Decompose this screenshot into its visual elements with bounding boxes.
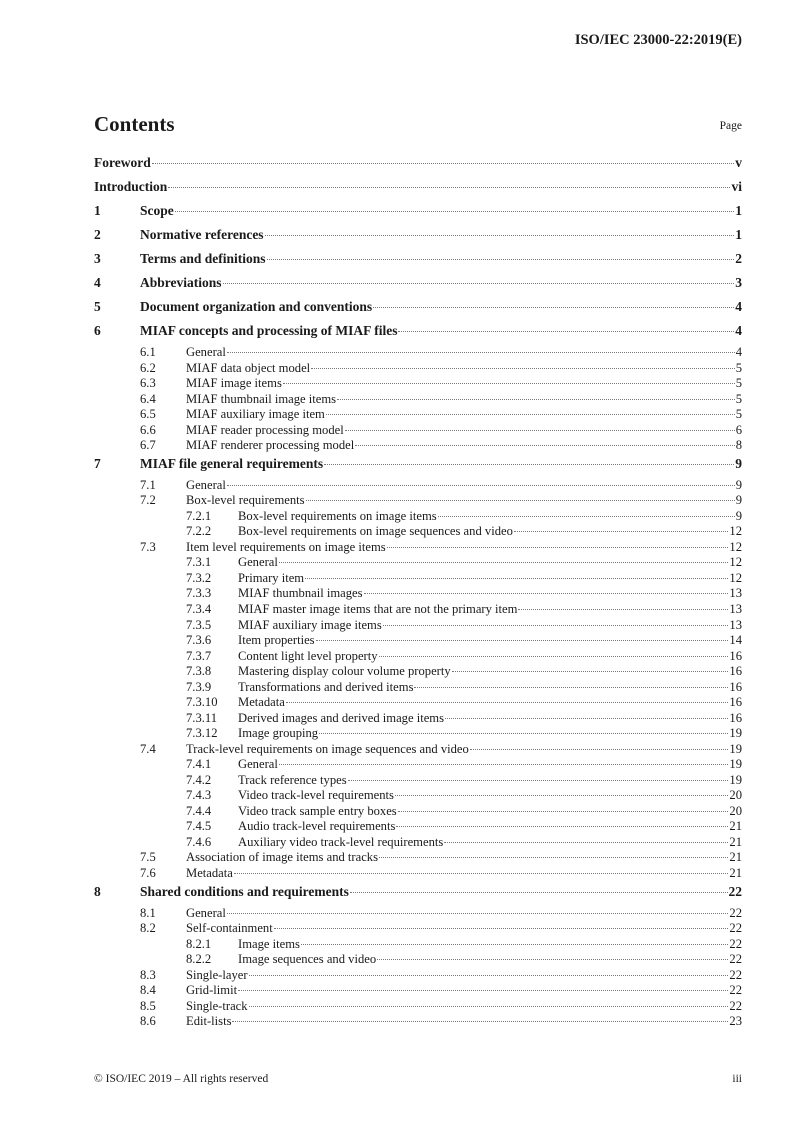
toc-entry[interactable] [94,177,742,201]
dot-leader [267,259,735,260]
toc-entry[interactable] [94,153,742,177]
dot-leader [234,873,729,874]
toc-entry-page: 22 [729,967,742,982]
toc-entry-page: 22 [729,921,742,936]
toc-entry-number: 7.3.4 [186,601,212,616]
toc-entry-number: 7.1 [140,477,156,492]
toc-entry[interactable] [94,664,742,680]
toc-entry[interactable] [94,321,742,345]
toc-entry[interactable] [94,850,742,866]
toc-entry-page: v [735,155,742,170]
toc-entry-number: 7.2.2 [186,524,212,539]
toc-entry-page: 5 [735,407,742,422]
dot-leader [398,331,734,332]
toc-entry-number: 7.6 [140,866,156,880]
toc-entry-title: Auxiliary video track-level requirements [238,834,444,849]
dot-leader [249,975,729,976]
toc-entry-page: 8 [735,438,742,453]
dot-leader [364,593,729,594]
toc-entry-page: 4 [735,299,742,314]
dot-leader [168,187,730,188]
toc-entry-title: Image sequences and video [238,952,377,967]
dot-leader [514,531,729,532]
toc-entry-title: Item properties [238,633,315,648]
dot-leader [306,500,735,501]
dot-leader [337,399,735,400]
toc-entry[interactable] [94,407,742,423]
toc-entry[interactable] [94,633,742,649]
dot-leader [377,959,728,960]
toc-entry-page: 22 [729,983,742,998]
toc-entry-number: 7.4.4 [186,803,212,818]
toc-entry-page: 21 [729,819,742,834]
dot-leader [286,702,729,703]
toc-entry-number: 8 [94,883,101,899]
toc-entry-title: MIAF file general requirements [140,455,324,471]
toc-entry-number: 7.3.9 [186,679,212,694]
dot-leader [379,857,728,858]
toc-entry-number: 7.3.8 [186,664,212,679]
toc-entry[interactable] [94,1014,742,1030]
toc-entry-page: vi [731,179,742,194]
toc-entry-page: 22 [728,883,742,899]
toc-entry-title: Self-containment [186,921,273,936]
toc-entry[interactable] [94,711,742,727]
toc-entry[interactable] [94,618,742,634]
toc-entry-number: 7.3.10 [186,695,218,710]
toc-entry-page: 9 [735,508,742,523]
toc-entry-page: 16 [729,648,742,663]
dot-leader [355,445,734,446]
dot-leader [305,578,728,579]
dot-leader [223,283,735,284]
toc-entry-title: General [186,905,226,920]
toc-entry-number: 2 [94,227,101,242]
toc-entry-page: 14 [729,633,742,648]
toc-entry-page: 12 [729,524,742,539]
dot-leader [283,383,735,384]
toc-entry-page: 22 [729,936,742,951]
toc-entry-page: 22 [729,905,742,920]
dot-leader [345,430,735,431]
toc-entry-number: 4 [94,275,101,290]
toc-entry-page: 21 [729,850,742,865]
toc-entry[interactable] [94,392,742,408]
toc-entry[interactable] [94,999,742,1015]
toc-entry-page: 5 [735,360,742,375]
toc-entry-title: Introduction [94,179,168,194]
toc-entry-title: Primary item [238,570,305,585]
toc-entry-title: Terms and definitions [140,251,266,266]
toc-entry-page: 20 [729,788,742,803]
toc-entry-page: 1 [735,227,742,242]
toc-entry[interactable] [94,273,742,297]
toc-entry[interactable] [94,524,742,540]
toc-entry[interactable] [94,726,742,742]
dot-leader [274,928,729,929]
toc-entry[interactable] [94,201,742,225]
toc-entry-number: 8.6 [140,1014,156,1029]
toc-entry-title: Box-level requirements [186,493,305,508]
toc-entry-page: 20 [729,803,742,818]
toc-entry-number: 7.4.3 [186,788,212,803]
toc-entry-number: 7.4.2 [186,772,212,787]
toc-entry[interactable] [94,540,742,556]
dot-leader [395,795,729,796]
toc-entry[interactable] [94,361,742,377]
toc-entry-title: Single-track [186,998,248,1013]
toc-entry-number: 1 [94,203,101,218]
dot-leader [324,464,734,465]
toc-entry-page: 16 [729,710,742,725]
toc-entry[interactable] [94,819,742,835]
toc-entry-page: 5 [735,376,742,391]
dot-leader [227,352,735,353]
toc-entry[interactable] [94,376,742,392]
toc-entry[interactable] [94,983,742,999]
dot-leader [452,671,729,672]
toc-entry-number: 6.6 [140,422,156,437]
toc-entry-number: 8.3 [140,967,156,982]
toc-entry-page: 22 [729,952,742,967]
toc-entry-title: Shared conditions and requirements [140,883,349,899]
toc-entry-number: 8.4 [140,983,156,998]
toc-entry-number: 6.1 [140,345,156,359]
toc-entry-number: 8.2.2 [186,952,212,967]
toc-entry-title: Foreword [94,155,151,170]
toc-entry-page: 1 [735,203,742,218]
toc-entry-page: 19 [729,726,742,741]
toc-entry-title: Box-level requirements on image items [238,508,437,523]
toc-entry-page: 2 [735,251,742,266]
dot-leader [175,211,735,212]
toc-entry-number: 6.2 [140,360,156,375]
toc-entry-title: General [238,555,278,570]
toc-entry-number: 7.3.1 [186,555,212,570]
toc-entry-number: 7.3.3 [186,586,212,601]
toc-entry-title: General [186,477,226,492]
toc-entry[interactable] [94,438,742,454]
toc-entry-number: 8.2.1 [186,936,212,951]
toc-entry[interactable] [94,835,742,851]
dot-leader [319,733,728,734]
dot-leader [227,485,735,486]
toc-entry-page: 9 [735,455,742,471]
toc-entry-title: Track-level requirements on image sequences and video [186,741,469,756]
dot-leader [227,913,729,914]
toc-entry[interactable] [94,695,742,711]
toc-entry-title: Normative references [140,227,264,242]
toc-entry-page: 22 [729,998,742,1013]
toc-entry-title: Scope [140,203,174,218]
dot-leader [398,811,729,812]
toc-entry[interactable] [94,571,742,587]
toc-entry-page: 6 [735,422,742,437]
toc-entry-number: 8.1 [140,905,156,920]
toc-entry-number: 7.5 [140,850,156,865]
toc-entry-title: Document organization and conventions [140,299,373,314]
toc-entry-number: 7.4.6 [186,834,212,849]
toc-entry[interactable] [94,602,742,618]
toc-entry-title: General [186,345,226,359]
dot-leader [383,625,729,626]
toc-entry-number: 7.3.5 [186,617,212,632]
toc-entry[interactable] [94,249,742,273]
toc-entry-page: 13 [729,586,742,601]
toc-entry-title: MIAF image items [186,376,282,391]
toc-entry-title: Mastering display colour volume property [238,664,451,679]
toc-entry-page: 4 [735,323,742,338]
toc-entry-title: MIAF thumbnail image items [186,391,337,406]
toc-entry-title: MIAF data object model [186,360,311,375]
toc-entry-number: 6.5 [140,407,156,422]
toc-entry[interactable] [94,297,742,321]
toc-entry-page: 9 [735,493,742,508]
toc-entry-number: 7.4.5 [186,819,212,834]
toc-entry-number: 7.3.12 [186,726,218,741]
toc-entry-number: 5 [94,299,101,314]
toc-entry-title: Audio track-level requirements [238,819,396,834]
toc-entry-number: 6.3 [140,376,156,391]
toc-entry[interactable] [94,225,742,249]
dot-leader [350,892,728,893]
dot-leader [373,307,734,308]
toc-entry-title: MIAF auxiliary image items [238,617,382,632]
toc-entry-number: 7.3.11 [186,710,218,725]
dot-leader [445,718,728,719]
toc-entry-number: 7.3.7 [186,648,212,663]
toc-entry-number: 7 [94,455,101,471]
toc-entry[interactable] [94,804,742,820]
dot-leader [279,764,729,765]
toc-entry-title: Item level requirements on image items [186,539,386,554]
dot-leader [316,640,729,641]
dot-leader [311,368,735,369]
toc-entry[interactable] [94,937,742,953]
dot-leader [232,1021,728,1022]
toc-entry-page: 12 [729,555,742,570]
toc-entry-title: Grid-limit [186,983,238,998]
toc-entry-title: Single-layer [186,967,248,982]
toc-entry[interactable] [94,423,742,439]
toc-entry[interactable] [94,454,742,478]
toc-entry-title: Transformations and derived items [238,679,414,694]
toc-entry-title: Video track-level requirements [238,788,394,803]
dot-leader [414,687,728,688]
toc-entry-number: 7.4.1 [186,757,212,772]
toc-entry[interactable] [94,509,742,525]
toc-entry[interactable] [94,680,742,696]
toc-entry-number: 6 [94,323,101,338]
dot-leader [265,235,735,236]
toc-entry[interactable] [94,952,742,968]
toc-entry-page: 16 [729,679,742,694]
toc-entry[interactable] [94,742,742,758]
toc-entry[interactable] [94,921,742,937]
toc-entry-title: Box-level requirements on image sequences and video [238,524,513,539]
copyright-notice: © ISO/IEC 2019 – All rights reserved [94,1073,269,1085]
dot-leader [518,609,728,610]
toc-entry-title: MIAF concepts and processing of MIAF files [140,323,398,338]
toc-entry-number: 8.5 [140,998,156,1013]
dot-leader [470,749,729,750]
toc-entry-page: 13 [729,617,742,632]
toc-entry[interactable] [94,478,742,494]
toc-entry-page: 12 [729,570,742,585]
toc-entry-page: 5 [735,391,742,406]
toc-entry-title: General [238,757,278,772]
footer [94,1073,742,1085]
toc-entry-title: Metadata [238,695,285,710]
dot-leader [326,414,735,415]
toc-entry-title: Metadata [186,866,233,880]
toc-entry-title: Track reference types [238,772,347,787]
dot-leader [438,516,735,517]
toc-entry[interactable] [94,968,742,984]
toc-entry[interactable] [94,906,742,922]
toc-entry-title: Content light level property [238,648,378,663]
dot-leader [396,826,728,827]
toc-entry-title: MIAF reader processing model [186,422,344,437]
toc-entry[interactable] [94,757,742,773]
toc-entry-title: Derived images and derived image items [238,710,444,725]
toc-entry[interactable] [94,788,742,804]
toc-entry-title: Video track sample entry boxes [238,803,397,818]
toc-entry-page: 23 [729,1014,742,1029]
toc-entry-page: 12 [729,539,742,554]
toc-entry-title: MIAF auxiliary image item [186,407,325,422]
toc-entry-page: 19 [729,741,742,756]
toc-entry-title: Image items [238,936,300,951]
toc-entry[interactable] [94,555,742,571]
toc-entry-page: 16 [729,695,742,710]
dot-leader [348,780,729,781]
document-id-header: ISO/IEC 23000-22:2019(E) [574,32,742,48]
toc-entry-number: 7.3 [140,539,156,554]
dot-leader [444,842,728,843]
dot-leader [249,1006,729,1007]
toc-entry-title: Edit-lists [186,1014,232,1029]
toc-entry-title: Abbreviations [140,275,222,290]
toc-entry-page: 21 [729,834,742,849]
page-number: iii [732,1073,742,1085]
toc-entry-page: 21 [729,866,742,880]
dot-leader [387,547,729,548]
toc-entry[interactable] [94,345,742,361]
toc-entry-number: 7.3.2 [186,570,212,585]
toc-entry[interactable] [94,882,742,906]
toc-entry-title: Image grouping [238,726,319,741]
toc-entry-page: 9 [735,477,742,492]
toc-entry[interactable] [94,493,742,509]
toc-entry-title: MIAF thumbnail images [238,586,363,601]
toc-entry[interactable] [94,773,742,789]
dot-leader [301,944,729,945]
toc-entry-title: MIAF master image items that are not the primary item [238,601,518,616]
toc-entry-number: 3 [94,251,101,266]
toc-entry-number: 6.4 [140,391,156,406]
toc-entry-number: 7.3.6 [186,633,212,648]
toc-entry-title: MIAF renderer processing model [186,438,355,453]
toc-entry-page: 3 [735,275,742,290]
toc-entry-number: 6.7 [140,438,156,453]
dot-leader [379,656,729,657]
table-of-contents [94,153,742,1030]
page-column-label: Page [719,120,742,132]
page-title: Contents [94,112,175,136]
toc-entry-page: 16 [729,664,742,679]
toc-entry[interactable] [94,649,742,665]
dot-leader [238,990,728,991]
toc-entry-number: 7.2 [140,493,156,508]
dot-leader [279,562,729,563]
toc-entry[interactable] [94,866,742,882]
dot-leader [152,163,735,164]
toc-entry-title: Association of image items and tracks [186,850,379,865]
toc-entry-number: 7.4 [140,741,156,756]
toc-entry-page: 13 [729,601,742,616]
toc-entry-page: 19 [729,757,742,772]
toc-entry-number: 7.2.1 [186,508,212,523]
toc-entry[interactable] [94,586,742,602]
toc-entry-number: 8.2 [140,921,156,936]
toc-entry-page: 4 [735,345,742,359]
toc-entry-page: 19 [729,772,742,787]
